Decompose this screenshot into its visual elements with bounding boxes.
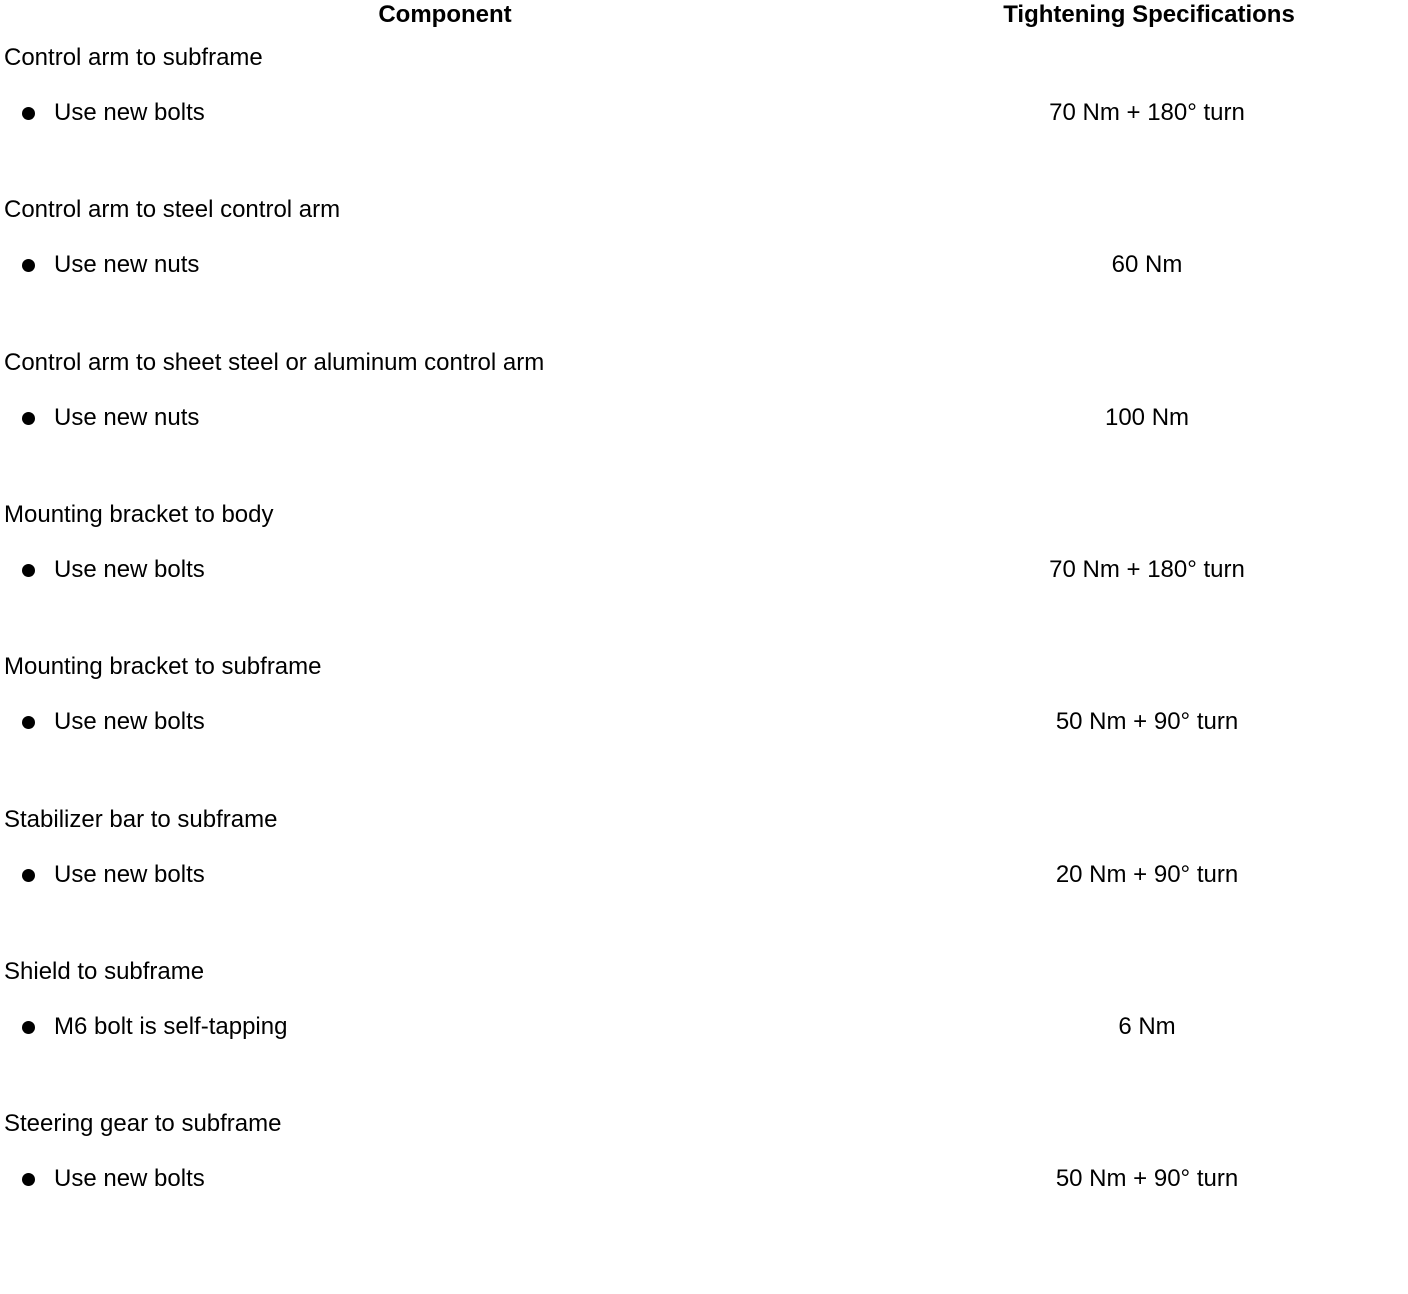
table-row [0, 501, 1408, 653]
bullet-icon [22, 1173, 35, 1186]
bullet-icon [22, 1021, 35, 1034]
table-row [0, 958, 1408, 1110]
tightening-spec: 60 Nm [1111, 251, 1183, 278]
bullet-icon [22, 716, 35, 729]
table-row [0, 1110, 1408, 1262]
component-note: Use new bolts [54, 556, 205, 583]
table-row [0, 653, 1408, 805]
component-name: Mounting bracket to subframe [4, 653, 322, 680]
component-note-line [0, 708, 1408, 736]
bullet-icon [22, 564, 35, 577]
table-row [0, 349, 1408, 501]
component-note: M6 bolt is self-tapping [54, 1013, 288, 1040]
component-name: Control arm to sheet steel or aluminum control arm [4, 349, 545, 376]
component-name: Shield to subframe [4, 958, 205, 985]
component-note-line [0, 1013, 1408, 1041]
component-name: Control arm to subframe [4, 44, 263, 71]
component-note: Use new bolts [54, 99, 205, 126]
table-row [0, 806, 1408, 958]
bullet-icon [22, 259, 35, 272]
component-name: Stabilizer bar to subframe [4, 806, 278, 833]
bullet-icon [22, 107, 35, 120]
tightening-spec: 50 Nm + 90° turn [1055, 708, 1239, 735]
component-name: Control arm to steel control arm [4, 196, 341, 223]
tightening-spec: 20 Nm + 90° turn [1055, 861, 1239, 888]
table-row [0, 44, 1408, 196]
component-note-line [0, 861, 1408, 889]
tightening-spec: 50 Nm + 90° turn [1055, 1165, 1239, 1192]
component-note: Use new nuts [54, 404, 200, 431]
tightening-spec: 70 Nm + 180° turn [1049, 556, 1245, 583]
component-note-line [0, 99, 1408, 127]
tightening-spec: 6 Nm [1118, 1013, 1176, 1040]
component-note: Use new nuts [54, 251, 200, 278]
table-header [0, 0, 1408, 30]
column-header-component: Component [378, 1, 512, 28]
component-note: Use new bolts [54, 708, 205, 735]
bullet-icon [22, 869, 35, 882]
column-header-tightening-specifications: Tightening Specifications [1003, 1, 1295, 28]
component-note-line [0, 556, 1408, 584]
component-note: Use new bolts [54, 1165, 205, 1192]
component-note-line [0, 251, 1408, 279]
component-name: Steering gear to subframe [4, 1110, 282, 1137]
table-row [0, 196, 1408, 348]
component-note-line [0, 404, 1408, 432]
tightening-spec: 100 Nm [1104, 404, 1190, 431]
component-name: Mounting bracket to body [4, 501, 274, 528]
component-note-line [0, 1165, 1408, 1193]
component-note: Use new bolts [54, 861, 205, 888]
tightening-spec: 70 Nm + 180° turn [1049, 99, 1245, 126]
bullet-icon [22, 412, 35, 425]
